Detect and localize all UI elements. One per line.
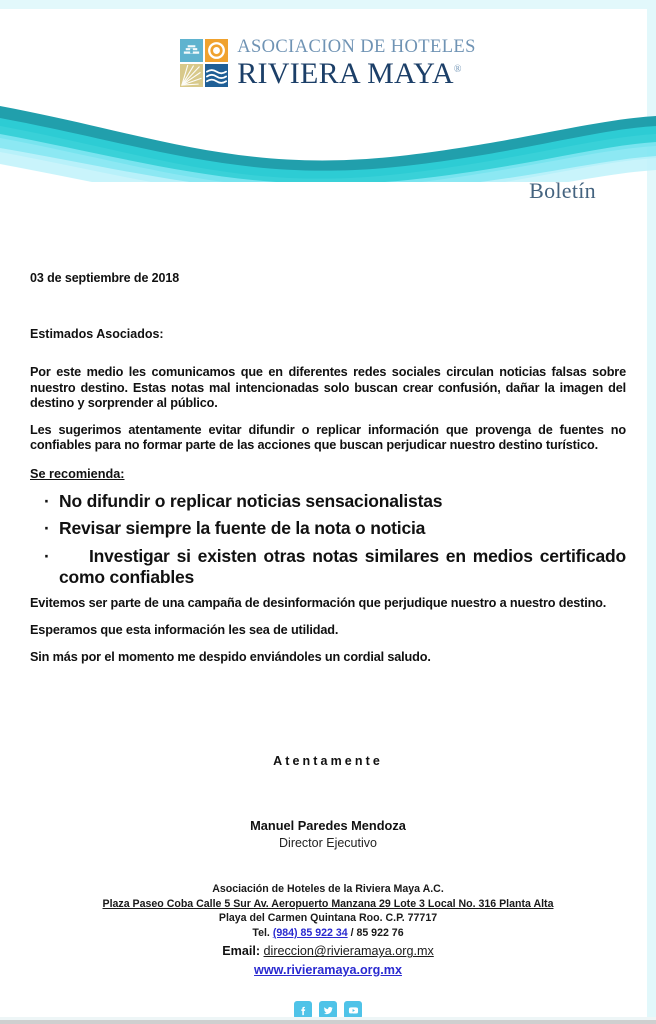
signatory-name: Manuel Paredes Mendoza <box>250 818 406 833</box>
footer-tel-secondary: / 85 922 76 <box>347 926 404 939</box>
footer-address: Plaza Paseo Coba Calle 5 Sur Av. Aeropuerto Manzana 29 Lote 3 Local No. 316 Planta Alta <box>102 897 554 910</box>
closing-paragraph-1: Evitemos ser parte de una campaña de desinformación que perjudique nuestro a nuestro destino. <box>30 596 607 611</box>
body-paragraph-2: Les sugerimos atentamente evitar difundir o replicar información que provenga de fuentes no confiables para no formar parte de las acciones que buscan perjudicar nuestro destino turístico. <box>30 422 626 453</box>
letter-salutation: Estimados Asociados: <box>30 327 164 341</box>
letter-body <box>30 271 626 677</box>
footer-city: Playa del Carmen Quintana Roo. C.P. 77717 <box>218 912 438 925</box>
palm-tile <box>180 64 203 87</box>
sun-tile <box>205 39 228 62</box>
footer-website-link[interactable]: www.rivieramaya.org.mx <box>254 962 402 977</box>
recommendations-heading: Se recomienda: <box>30 467 125 482</box>
footer-telephone-line <box>0 926 656 941</box>
signatory-title: Director Ejecutivo <box>279 836 377 850</box>
footer-organization: Asociación de Hoteles de la Riviera Maya A.C. <box>212 883 444 895</box>
letter-date: 03 de septiembre de 2018 <box>30 271 180 285</box>
body-paragraph-1: Por este medio les comunicamos que en diferentes redes sociales circulan noticias falsas sobre nuestro destino. Estas notas mal intencionadas solo buscan crear confusión, dañar la imagen del destino y sorprender al público. <box>30 365 626 411</box>
wave-banner-graphic <box>0 100 656 182</box>
recommendation-item <box>30 491 626 512</box>
footer-email-label: Email: <box>222 944 264 959</box>
recommendation-item <box>30 518 626 539</box>
bullet-icon: · <box>44 518 50 539</box>
logo-wordmark <box>237 38 476 89</box>
recommendations-heading-wrap <box>30 465 626 489</box>
closing-paragraph-3: Sin más por el momento me despido enviándoles un cordial saludo. <box>30 649 431 664</box>
bullet-icon: · <box>44 491 50 512</box>
waves-tile <box>205 64 228 87</box>
recommendation-text: Investigar si existen otras notas similares en medios certificado como confiables <box>59 545 626 588</box>
recommendation-item <box>30 546 626 589</box>
recommendation-text: No difundir o replicar noticias sensacionalistas <box>59 491 443 512</box>
valediction: Atentamente <box>273 754 383 768</box>
registered-trademark-icon: ® <box>453 63 462 75</box>
logo-tile-grid <box>180 39 228 87</box>
footer-email-link[interactable]: direccion@rivieramaya.org.mx <box>263 944 434 959</box>
signature-block <box>0 754 656 850</box>
closing-paragraph-2: Esperamos que esta información les sea de utilidad. <box>30 623 339 638</box>
footer-contact-block <box>0 882 656 980</box>
page-bottom-border <box>0 1020 656 1024</box>
association-logo <box>180 38 476 89</box>
bulletin-label: Boletín <box>529 178 596 203</box>
mayan-ruins-tile <box>180 39 203 62</box>
bullet-icon: · <box>44 545 50 566</box>
logo-rivieramaya-text: RIVIERA MAYA <box>237 56 454 90</box>
recommendation-text: Revisar siempre la fuente de la nota o noticia <box>59 518 426 539</box>
footer-tel-label: Tel. <box>252 926 273 939</box>
page-top-tint-band <box>0 0 656 9</box>
footer-website-line <box>0 961 656 980</box>
footer-tel-link[interactable]: (984) 85 922 34 <box>272 926 348 939</box>
recommendations-list <box>30 491 626 588</box>
logo-line-rivieramaya <box>237 56 476 90</box>
footer-email-line <box>0 942 656 960</box>
logo-line-asociacion: ASOCIACION DE HOTELES <box>237 37 476 57</box>
letterhead <box>0 38 656 89</box>
